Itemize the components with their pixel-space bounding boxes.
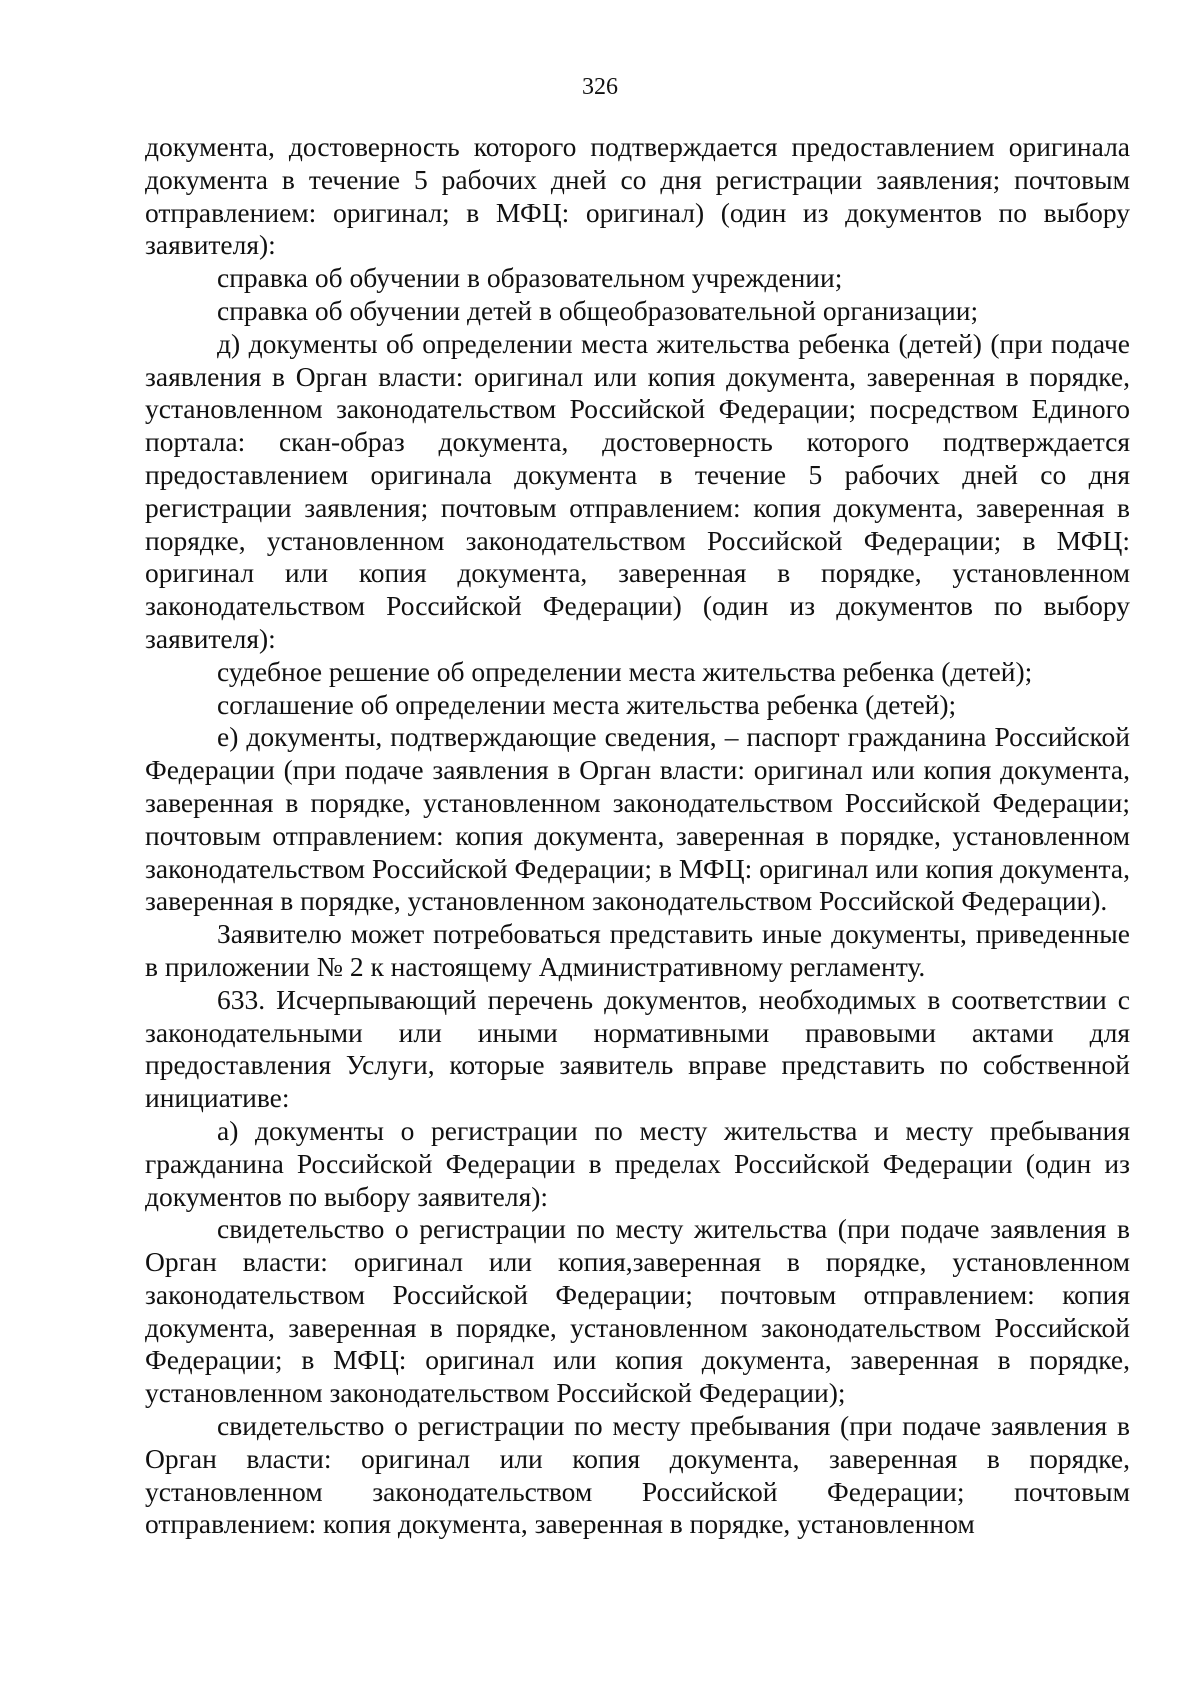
paragraph-633: 633. Исчерпывающий перечень документов, необходимых в соответствии с законодательными или иными нормативными правовыми актами для предоставления Услуги, которые заявитель вправе представить по собственной инициативе:	[145, 983, 1130, 1114]
paragraph-stay-registration: свидетельство о регистрации по месту пребывания (при подаче заявления в Орган власти: оригинал или копия документа, заверенная в порядке, установленном законодательством Российской Федерации; почтовым отправлением: копия документа, заверенная в порядке, установленном	[145, 1410, 1130, 1540]
paragraph-item-d: д) документы об определении места жительства ребенка (детей) (при подаче заявления в Орган власти: оригинал или копия документа, заверенная в порядке, установленном законодательством Российской Федерации; посредством Единого портала: скан-образ документа, достоверность которого подтверждается предоставлением оригинала документа в течение 5 рабочих дней со дня регистрации заявления; почтовым отправлением: копия документа, заверенная в порядке, установленном законодательством Российской Федерации; в МФЦ: оригинал или копия документа, заверенная в порядке, установленном законодательством Российской Федерации) (один из документов по выбору заявителя):	[145, 327, 1130, 654]
paragraph-other-documents: Заявителю может потребоваться представить иные документы, приведенные в приложении № 2 к настоящему Административному регламенту.	[145, 918, 1130, 982]
paragraph-item-a: а) документы о регистрации по месту жительства и месту пребывания гражданина Российской Федерации в пределах Российской Федерации (один из документов по выбору заявителя):	[145, 1114, 1130, 1212]
document-body	[145, 131, 1130, 1541]
paragraph-continuation: документа, достоверность которого подтверждается предоставлением оригинала документа в течение 5 рабочих дней со дня регистрации заявления; почтовым отправлением: оригинал; в МФЦ: оригинал) (один из документов по выбору заявителя):	[145, 131, 1130, 261]
paragraph-agreement: соглашение об определении места жительства ребенка (детей);	[217, 688, 957, 720]
paragraph-education-certificate: справка об обучении в образовательном учреждении;	[217, 262, 843, 294]
paragraph-children-education-certificate: справка об обучении детей в общеобразовательной организации;	[217, 294, 979, 326]
paragraph-residence-registration: свидетельство о регистрации по месту жительства (при подаче заявления в Орган власти: оригинал или копия,заверенная в порядке, установленном законодательством Российской Федерации; почтовым отправлением: копия документа, заверенная в порядке, установленном законодательством Российской Федерации; в МФЦ: оригинал или копия документа, заверенная в порядке, установленном законодательством Российской Федерации);	[145, 1213, 1130, 1409]
paragraph-item-e: е) документы, подтверждающие сведения, – паспорт гражданина Российской Федерации (при подаче заявления в Орган власти: оригинал или копия документа, заверенная в порядке, установленном законодательством Российской Федерации; почтовым отправлением: копия документа, заверенная в порядке, установленном законодательством Российской Федерации; в МФЦ: оригинал или копия документа, заверенная в порядке, установленном законодательством Российской Федерации).	[145, 721, 1130, 917]
page-number: 326	[582, 74, 618, 100]
paragraph-court-decision: судебное решение об определении места жительства ребенка (детей);	[217, 655, 1033, 687]
